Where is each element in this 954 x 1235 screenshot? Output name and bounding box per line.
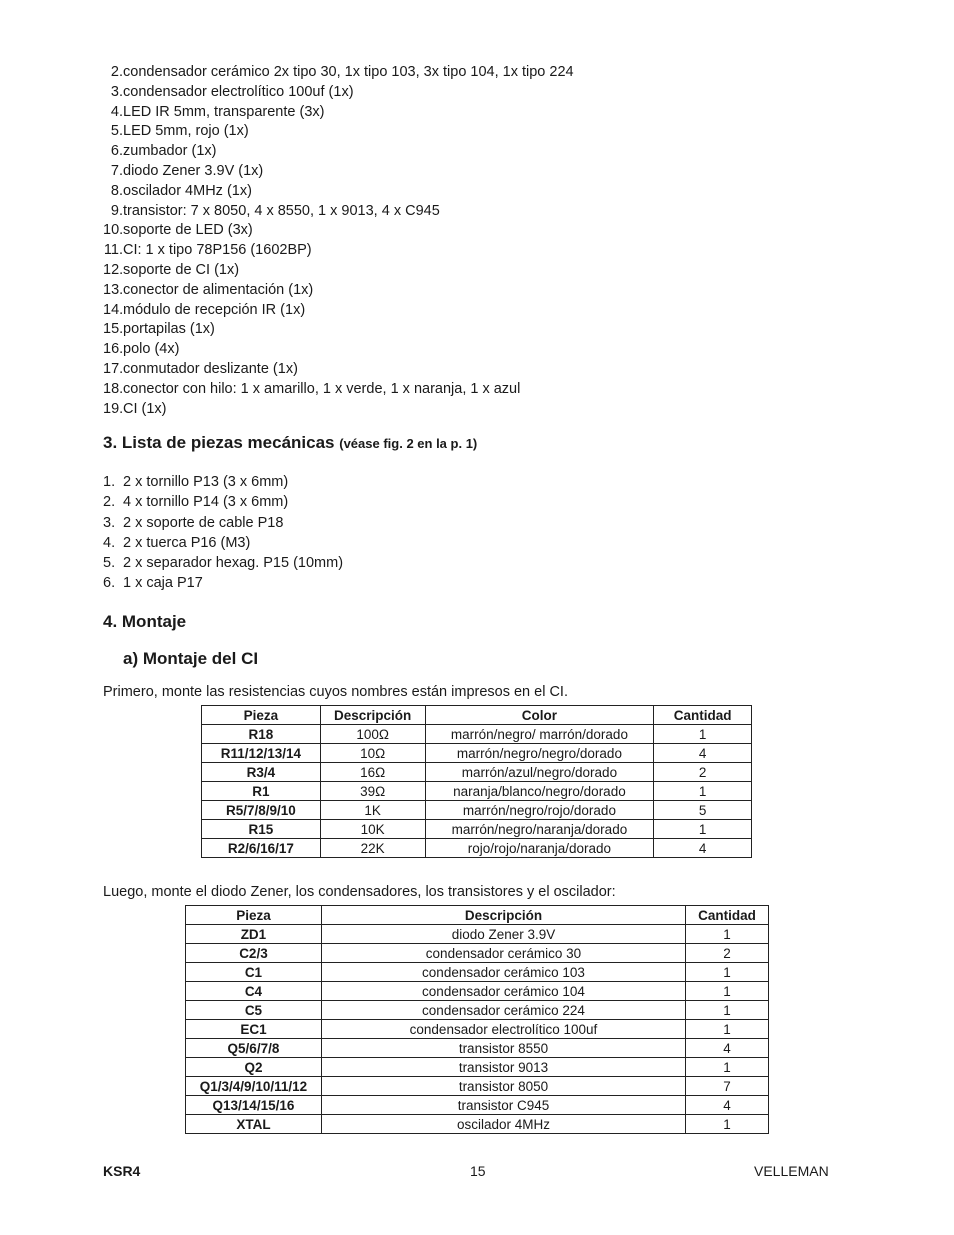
list-item-number: 15. bbox=[103, 321, 124, 338]
list-item-text: 2 x soporte de cable P18 bbox=[123, 514, 284, 531]
table-cell: XTAL bbox=[186, 1115, 322, 1134]
table-cell: 4 bbox=[654, 744, 752, 763]
list-item-text: conector con hilo: 1 x amarillo, 1 x verde, 1 x naranja, 1 x azul bbox=[123, 380, 521, 397]
table-cell: marrón/azul/negro/dorado bbox=[425, 763, 654, 782]
table-cell: 10Ω bbox=[320, 744, 425, 763]
list-item bbox=[103, 513, 343, 533]
table-cell: diodo Zener 3.9V bbox=[321, 925, 685, 944]
list-item bbox=[103, 301, 574, 321]
table-cell: naranja/blanco/negro/dorado bbox=[425, 782, 654, 801]
list-item-text: CI (1x) bbox=[123, 400, 167, 417]
table-cell: 1K bbox=[320, 801, 425, 820]
table-row bbox=[202, 801, 752, 820]
table-cell: 22K bbox=[320, 839, 425, 858]
table-cell: R1 bbox=[202, 782, 321, 801]
list-item-number: 18. bbox=[103, 380, 124, 397]
list-item-text: polo (4x) bbox=[123, 341, 180, 358]
table-cell: Q5/6/7/8 bbox=[186, 1039, 322, 1058]
table-cell: 2 bbox=[686, 944, 769, 963]
list-item bbox=[103, 162, 574, 182]
list-item bbox=[103, 553, 343, 573]
list-item-text: 2 x tuerca P16 (M3) bbox=[123, 534, 251, 551]
list-item-number: 3. bbox=[110, 83, 123, 100]
table-row bbox=[186, 1115, 769, 1134]
table-cell: 4 bbox=[654, 839, 752, 858]
table-cell: R2/6/16/17 bbox=[202, 839, 321, 858]
table-cell: 1 bbox=[654, 782, 752, 801]
list-item bbox=[103, 533, 343, 553]
table-cell: 1 bbox=[686, 1020, 769, 1039]
table-cell: 1 bbox=[686, 1001, 769, 1020]
list-item-number: 9. bbox=[110, 202, 123, 219]
table-cell: condensador cerámico 30 bbox=[321, 944, 685, 963]
list-item-text: conector de alimentación (1x) bbox=[123, 281, 314, 298]
list-item-number: 6. bbox=[103, 575, 116, 592]
table-cell: 4 bbox=[686, 1096, 769, 1115]
table-cell: C4 bbox=[186, 982, 322, 1001]
list-item-number: 6. bbox=[110, 143, 123, 160]
table-cell: R11/12/13/14 bbox=[202, 744, 321, 763]
table-cell: Q1/3/4/9/10/11/12 bbox=[186, 1077, 322, 1096]
table-header-cell: Pieza bbox=[186, 906, 322, 925]
table-cell: condensador cerámico 224 bbox=[321, 1001, 685, 1020]
list-item-text: LED 5mm, rojo (1x) bbox=[123, 123, 249, 140]
section-3-heading bbox=[103, 433, 477, 453]
list-item bbox=[103, 573, 343, 593]
table-cell: EC1 bbox=[186, 1020, 322, 1039]
components-intro: Luego, monte el diodo Zener, los condensadores, los transistores y el oscilador: bbox=[103, 884, 616, 900]
list-item-number: 11. bbox=[103, 242, 123, 259]
list-item-number: 2. bbox=[110, 64, 123, 80]
table-row bbox=[202, 763, 752, 782]
table-row bbox=[186, 1039, 769, 1058]
list-item bbox=[103, 241, 574, 261]
section-4-heading: 4. Montaje bbox=[103, 612, 187, 631]
table-cell: 39Ω bbox=[320, 782, 425, 801]
list-item-number: 3. bbox=[103, 514, 116, 531]
components-list bbox=[103, 63, 574, 419]
list-item-text: diodo Zener 3.9V (1x) bbox=[123, 162, 264, 179]
list-item-number: 8. bbox=[110, 182, 123, 199]
list-item bbox=[103, 472, 343, 492]
table-cell: rojo/rojo/naranja/dorado bbox=[425, 839, 654, 858]
list-item bbox=[103, 142, 574, 162]
table-cell: ZD1 bbox=[186, 925, 322, 944]
list-item-number: 2. bbox=[103, 494, 116, 511]
table-header-cell: Color bbox=[425, 706, 654, 725]
list-item-text: módulo de recepción IR (1x) bbox=[123, 301, 306, 318]
table-row bbox=[186, 1077, 769, 1096]
list-item bbox=[103, 320, 574, 340]
table-cell: marrón/negro/negro/dorado bbox=[425, 744, 654, 763]
table-row bbox=[186, 944, 769, 963]
list-item-text: portapilas (1x) bbox=[123, 321, 215, 338]
table-cell: 5 bbox=[654, 801, 752, 820]
table-cell: oscilador 4MHz bbox=[321, 1115, 685, 1134]
list-item-number: 17. bbox=[103, 360, 124, 377]
table-header-cell: Cantidad bbox=[686, 906, 769, 925]
list-item-text: 1 x caja P17 bbox=[123, 575, 203, 592]
table-row bbox=[186, 1020, 769, 1039]
list-item-text: transistor: 7 x 8050, 4 x 8550, 1 x 9013, 4 x C945 bbox=[123, 202, 440, 219]
table-header-cell: Pieza bbox=[202, 706, 321, 725]
section-3-title: 3. Lista de piezas mecánicas bbox=[103, 433, 335, 452]
table-cell: 1 bbox=[686, 925, 769, 944]
list-item-text: 2 x separador hexag. P15 (10mm) bbox=[123, 555, 344, 572]
table-cell: 1 bbox=[686, 963, 769, 982]
table-cell: R15 bbox=[202, 820, 321, 839]
table-cell: transistor 8050 bbox=[321, 1077, 685, 1096]
table-cell: transistor 9013 bbox=[321, 1058, 685, 1077]
table-row bbox=[202, 744, 752, 763]
list-item bbox=[103, 340, 574, 360]
table-cell: R18 bbox=[202, 725, 321, 744]
table-cell: marrón/negro/rojo/dorado bbox=[425, 801, 654, 820]
list-item-text: soporte de CI (1x) bbox=[123, 261, 240, 278]
table-cell: 10K bbox=[320, 820, 425, 839]
list-item bbox=[103, 182, 574, 202]
table-cell: 1 bbox=[686, 1115, 769, 1134]
list-item bbox=[103, 492, 343, 512]
list-item-text: CI: 1 x tipo 78P156 (1602BP) bbox=[123, 242, 312, 259]
table-cell: condensador cerámico 104 bbox=[321, 982, 685, 1001]
list-item-text: zumbador (1x) bbox=[123, 143, 217, 160]
table-cell: 4 bbox=[686, 1039, 769, 1058]
list-item bbox=[103, 400, 574, 420]
table-cell: condensador cerámico 103 bbox=[321, 963, 685, 982]
list-item-text: soporte de LED (3x) bbox=[123, 222, 253, 239]
table-row bbox=[186, 1058, 769, 1077]
table-cell: R5/7/8/9/10 bbox=[202, 801, 321, 820]
table-row bbox=[202, 839, 752, 858]
table-cell: 1 bbox=[654, 820, 752, 839]
list-item-number: 19. bbox=[103, 400, 124, 417]
table-cell: C5 bbox=[186, 1001, 322, 1020]
list-item-text: condensador electrolítico 100uf (1x) bbox=[123, 83, 354, 100]
table-row bbox=[186, 963, 769, 982]
table-cell: 16Ω bbox=[320, 763, 425, 782]
list-item-text: 2 x tornillo P13 (3 x 6mm) bbox=[123, 474, 289, 490]
table-row bbox=[186, 1001, 769, 1020]
table-cell: Q13/14/15/16 bbox=[186, 1096, 322, 1115]
list-item-number: 4. bbox=[103, 534, 116, 551]
list-item-number: 7. bbox=[110, 162, 123, 179]
table-row bbox=[202, 782, 752, 801]
table-cell: C2/3 bbox=[186, 944, 322, 963]
list-item-text: oscilador 4MHz (1x) bbox=[123, 182, 252, 199]
table-cell: condensador electrolítico 100uf bbox=[321, 1020, 685, 1039]
table-cell: 1 bbox=[654, 725, 752, 744]
footer-model: KSR4 bbox=[103, 1163, 141, 1179]
list-item bbox=[103, 380, 574, 400]
list-item-number: 5. bbox=[103, 555, 116, 572]
footer-brand: VELLEMAN bbox=[754, 1163, 829, 1179]
table-cell: Q2 bbox=[186, 1058, 322, 1077]
list-item-text: 4 x tornillo P14 (3 x 6mm) bbox=[123, 494, 289, 511]
table-cell: transistor 8550 bbox=[321, 1039, 685, 1058]
list-item-text: condensador cerámico 2x tipo 30, 1x tipo 103, 3x tipo 104, 1x tipo 224 bbox=[123, 64, 574, 80]
table-header-cell: Descripción bbox=[321, 906, 685, 925]
list-item bbox=[103, 83, 574, 103]
table-row bbox=[202, 820, 752, 839]
list-item-number: 16. bbox=[103, 341, 124, 358]
table-cell: 1 bbox=[686, 1058, 769, 1077]
table-cell: marrón/negro/ marrón/dorado bbox=[425, 725, 654, 744]
table-cell: transistor C945 bbox=[321, 1096, 685, 1115]
section-3-note: (véase fig. 2 en la p. 1) bbox=[339, 436, 478, 451]
mechanical-parts-list bbox=[103, 472, 343, 594]
table-cell: 100Ω bbox=[320, 725, 425, 744]
resistors-intro: Primero, monte las resistencias cuyos nombres están impresos en el CI. bbox=[103, 684, 568, 700]
table-cell: 7 bbox=[686, 1077, 769, 1096]
components-table bbox=[185, 905, 769, 1134]
section-4a-heading: a) Montaje del CI bbox=[123, 649, 259, 668]
table-header-cell: Descripción bbox=[320, 706, 425, 725]
list-item-number: 13. bbox=[103, 281, 124, 298]
list-item-text: conmutador deslizante (1x) bbox=[123, 360, 298, 377]
list-item bbox=[103, 63, 574, 83]
list-item-number: 12. bbox=[103, 261, 124, 278]
table-row bbox=[186, 982, 769, 1001]
table-cell: 1 bbox=[686, 982, 769, 1001]
table-header-cell: Cantidad bbox=[654, 706, 752, 725]
footer-page-number: 15 bbox=[470, 1163, 486, 1179]
resistors-table bbox=[201, 705, 752, 858]
list-item bbox=[103, 122, 574, 142]
list-item-number: 1. bbox=[103, 474, 116, 490]
table-cell: 2 bbox=[654, 763, 752, 782]
table-cell: R3/4 bbox=[202, 763, 321, 782]
list-item bbox=[103, 221, 574, 241]
list-item bbox=[103, 202, 574, 222]
table-row bbox=[202, 725, 752, 744]
list-item-number: 10. bbox=[103, 222, 124, 239]
list-item-number: 4. bbox=[110, 103, 123, 120]
table-row bbox=[186, 1096, 769, 1115]
list-item bbox=[103, 103, 574, 123]
list-item bbox=[103, 281, 574, 301]
list-item bbox=[103, 261, 574, 281]
list-item-number: 14. bbox=[103, 301, 124, 318]
table-row bbox=[186, 925, 769, 944]
list-item-number: 5. bbox=[110, 123, 123, 140]
table-cell: marrón/negro/naranja/dorado bbox=[425, 820, 654, 839]
table-cell: C1 bbox=[186, 963, 322, 982]
list-item-text: LED IR 5mm, transparente (3x) bbox=[123, 103, 325, 120]
list-item bbox=[103, 360, 574, 380]
